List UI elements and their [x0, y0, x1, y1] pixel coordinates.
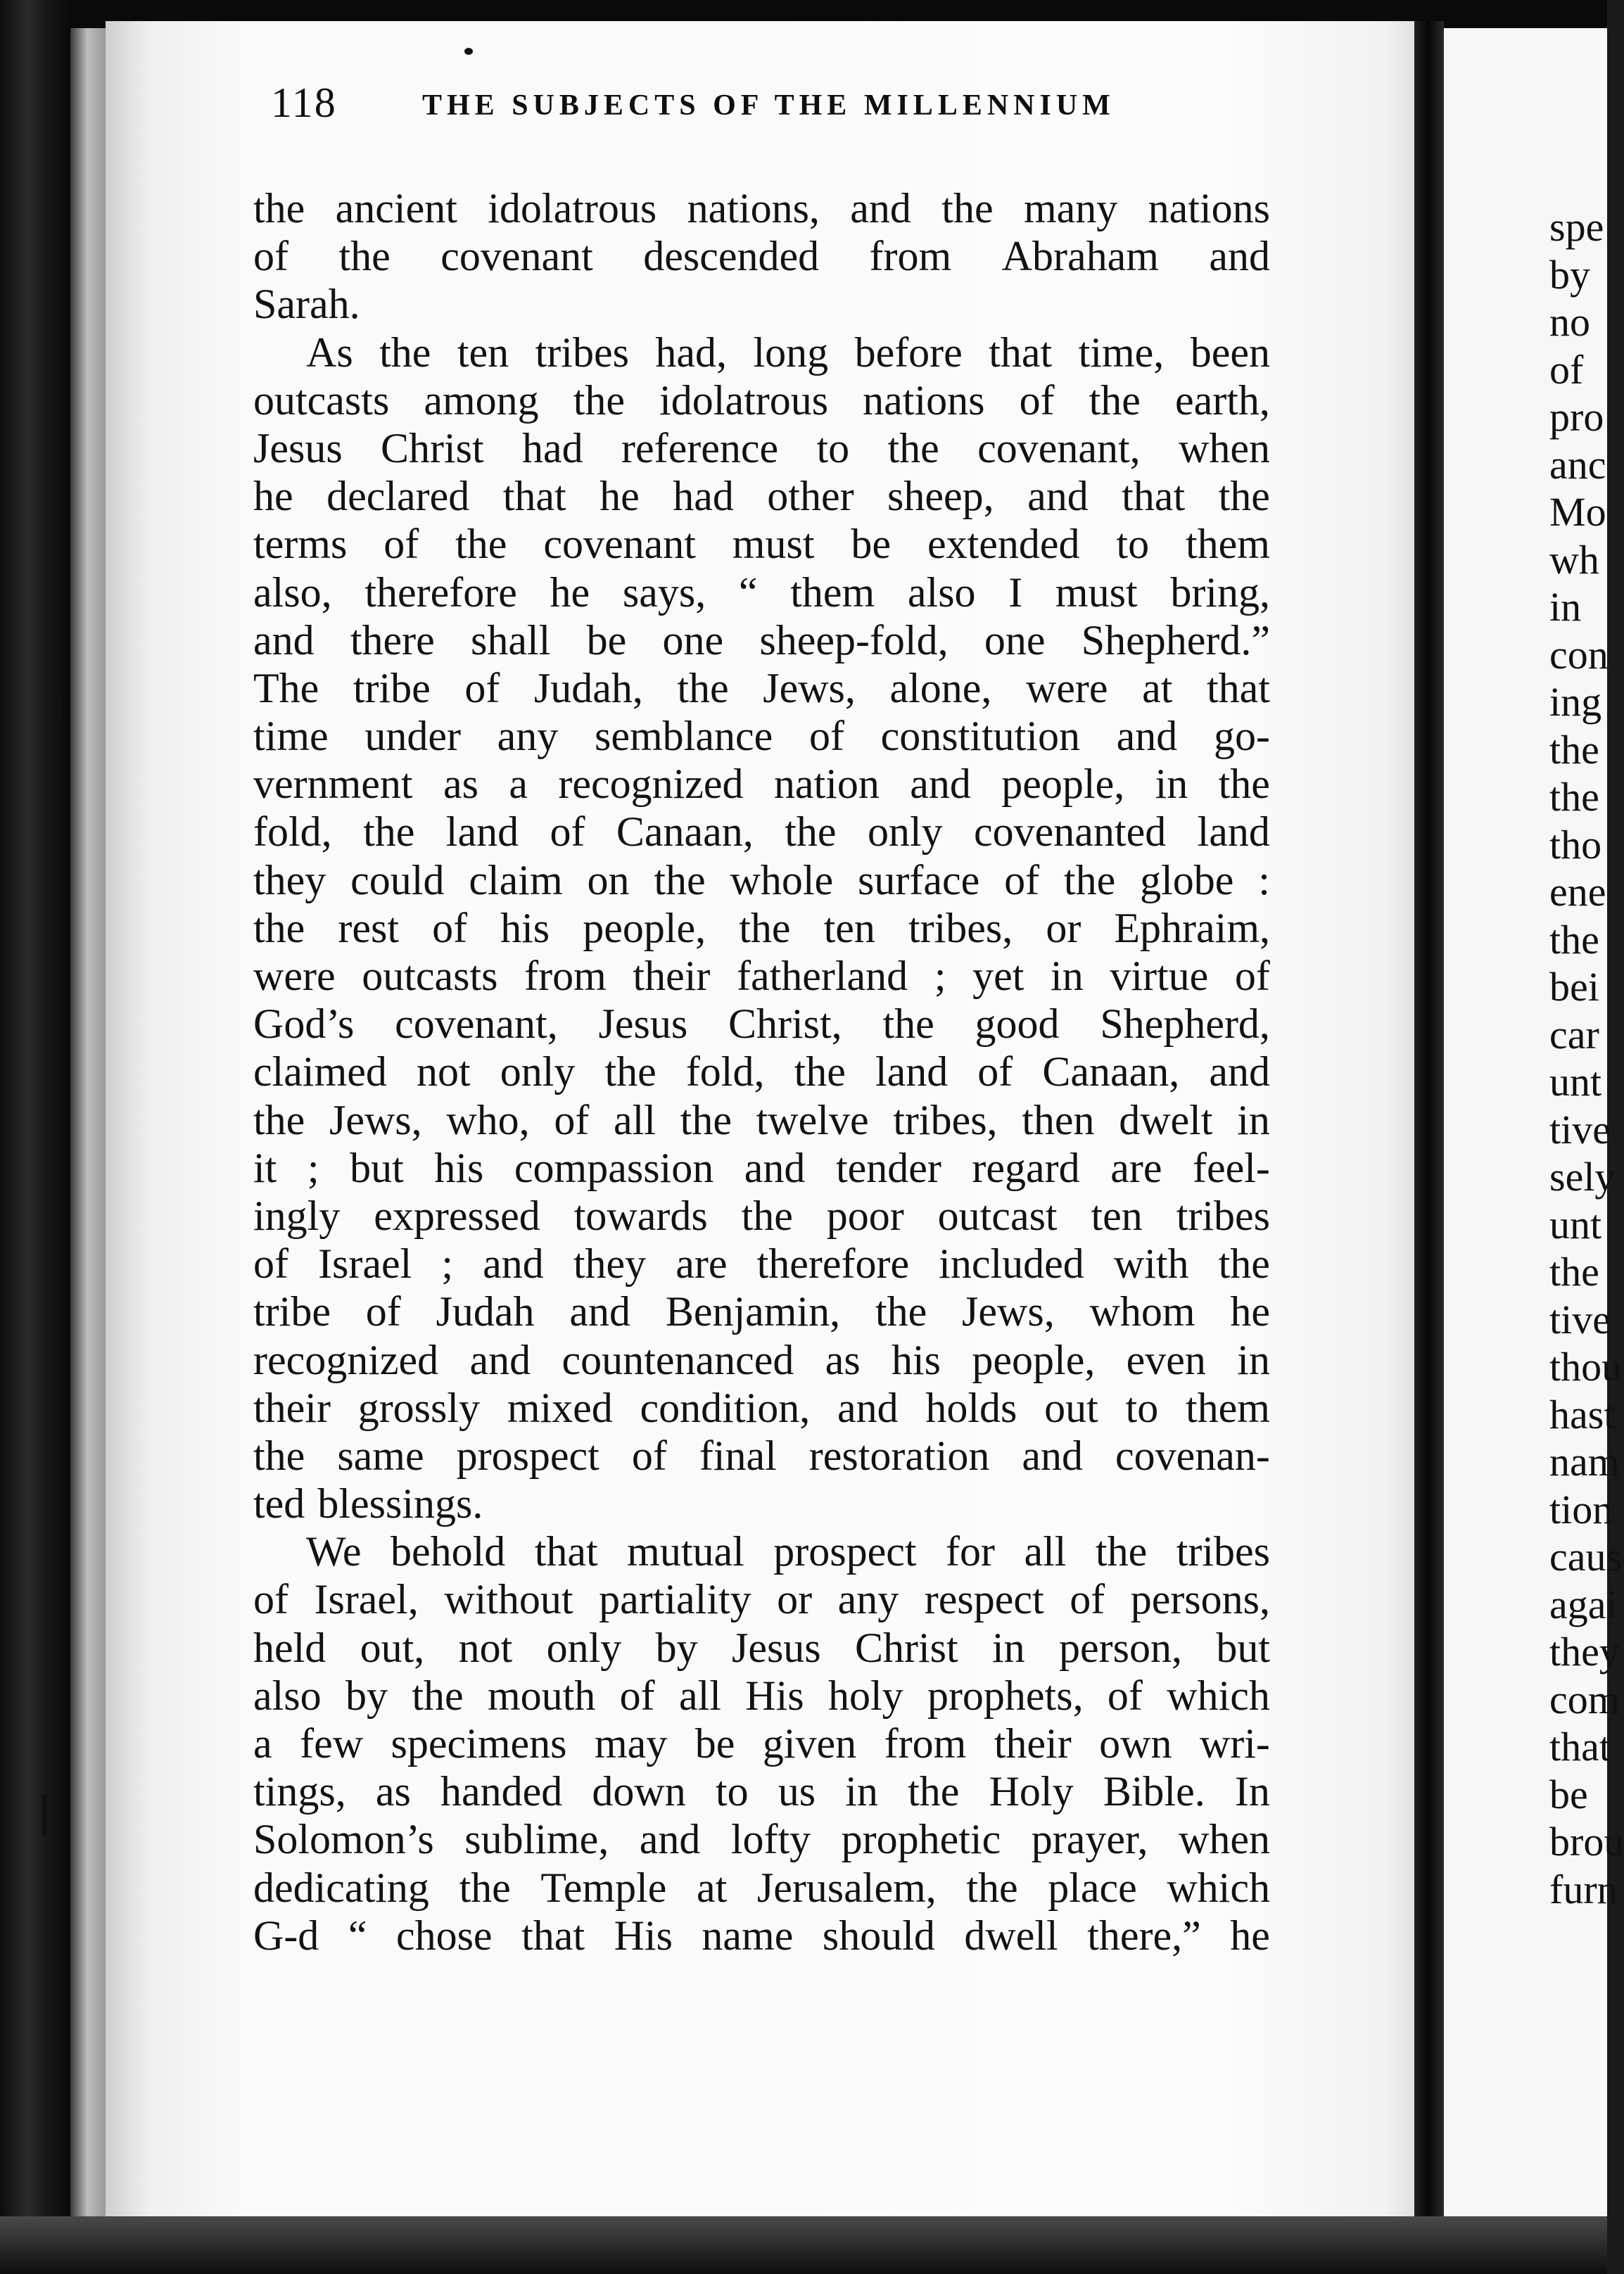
- text-line: they could claim on the whole surface of the globe :: [253, 856, 1270, 903]
- text-line: and there shall be one sheep-fold, one Shepherd.”: [253, 616, 1270, 663]
- page-header: [271, 79, 1186, 128]
- adjacent-page-fragment: car: [1549, 1011, 1599, 1057]
- adjacent-page-fragment: ing: [1549, 679, 1602, 725]
- adjacent-page-fragment: caus: [1549, 1534, 1623, 1580]
- adjacent-page-fragment: no: [1549, 299, 1590, 345]
- adjacent-page-fragment: by: [1549, 251, 1590, 298]
- text-line: ted blessings.: [253, 1480, 483, 1527]
- text-line: a few specimens may be given from their own wri-: [253, 1720, 1270, 1767]
- adjacent-page-fragment: bei: [1549, 964, 1599, 1010]
- text-line: The tribe of Judah, the Jews, alone, were at that: [253, 664, 1270, 711]
- text-line: ingly expressed towards the poor outcast ten tribes: [253, 1192, 1270, 1239]
- adjacent-page-fragment: tho: [1549, 821, 1602, 868]
- text-line: of Israel ; and they are therefore included with the: [253, 1240, 1270, 1288]
- text-line: terms of the covenant must be extended to them: [253, 521, 1270, 568]
- adjacent-page-fragment: the: [1549, 726, 1599, 773]
- adjacent-page-fragment: pro: [1549, 394, 1604, 440]
- adjacent-page-fragment: brou: [1549, 1819, 1624, 1865]
- running-title: THE SUBJECTS OF THE MILLENNIUM: [422, 89, 1115, 122]
- text-line: also, therefore he says, “ them also I must bring,: [253, 568, 1270, 616]
- adjacent-page-fragment: furn: [1549, 1866, 1618, 1912]
- text-line: God’s covenant, Jesus Christ, the good Shepherd,: [253, 1001, 1270, 1048]
- adjacent-page-fragment: spe: [1549, 204, 1604, 250]
- adjacent-page-fragment: com: [1549, 1676, 1620, 1722]
- text-line: dedicating the Temple at Jerusalem, the place which: [253, 1864, 1270, 1911]
- text-line: were outcasts from their fatherland ; yet in virtue of: [253, 953, 1270, 999]
- adjacent-page-fragment: ene: [1549, 869, 1606, 915]
- text-line: Sarah.: [253, 281, 360, 328]
- adjacent-page-fragment: sely: [1549, 1154, 1616, 1200]
- text-line: vernment as a recognized nation and people, in the: [253, 761, 1270, 808]
- text-line: recognized and countenanced as his people, even in: [253, 1336, 1270, 1383]
- adjacent-page-fragment: con: [1549, 631, 1609, 678]
- adjacent-page-fragment: hast: [1549, 1391, 1616, 1437]
- text-line: As the ten tribes had, long before that time, been: [306, 329, 1270, 376]
- adjacent-page-fragment: that: [1549, 1724, 1611, 1770]
- text-line: Solomon’s sublime, and lofty prophetic prayer, when: [253, 1816, 1270, 1863]
- adjacent-page-fragment: of: [1549, 346, 1584, 393]
- bottom-shadow: [0, 2216, 1607, 2274]
- text-line: of the covenant descended from Abraham and: [253, 233, 1270, 280]
- text-line: held out, not only by Jesus Christ in person, but: [253, 1624, 1270, 1671]
- book-gutter: [1414, 21, 1444, 2273]
- text-line: G-d “ chose that His name should dwell there,” he: [253, 1912, 1270, 1959]
- adjacent-page-fragment: be: [1549, 1771, 1588, 1817]
- adjacent-page-fragment: unt: [1549, 1201, 1602, 1247]
- text-line: outcasts among the idolatrous nations of the earth,: [253, 376, 1270, 424]
- text-line: of Israel, without partiality or any respect of persons,: [253, 1576, 1270, 1623]
- text-line: claimed not only the fold, the land of Canaan, and: [253, 1048, 1270, 1095]
- text-line: time under any semblance of constitution and go-: [253, 713, 1270, 760]
- adjacent-page: [1444, 28, 1624, 2230]
- scan-speck: [42, 1794, 47, 1836]
- text-line: the ancient idolatrous nations, and the many nations: [253, 185, 1270, 231]
- text-line: fold, the land of Canaan, the only covenanted land: [253, 808, 1270, 856]
- text-line: he declared that he had other sheep, and that the: [253, 473, 1270, 520]
- adjacent-page-fragment: tion: [1549, 1486, 1613, 1532]
- adjacent-page-fragment: the: [1549, 774, 1599, 820]
- text-line: the rest of his people, the ten tribes, or Ephraim,: [253, 904, 1270, 951]
- adjacent-page-fragment: the: [1549, 916, 1599, 963]
- adjacent-page-fragment: tive: [1549, 1106, 1611, 1152]
- page-number: 118: [271, 80, 337, 126]
- text-line: the same prospect of final restoration and covenan-: [253, 1432, 1270, 1479]
- adjacent-page-fragment: unt: [1549, 1059, 1602, 1105]
- adjacent-page-fragment: they: [1549, 1629, 1620, 1675]
- adjacent-page-fragment: nam: [1549, 1439, 1620, 1485]
- text-line: their grossly mixed condition, and holds out to them: [253, 1384, 1270, 1431]
- scan-speck: [464, 48, 473, 55]
- adjacent-page-fragment: thou: [1549, 1344, 1623, 1390]
- text-line: the Jews, who, of all the twelve tribes, then dwelt in: [253, 1096, 1270, 1143]
- adjacent-page-fragment: anc: [1549, 441, 1606, 488]
- adjacent-page-fragment: the: [1549, 1249, 1599, 1295]
- body-text: [253, 184, 1270, 1959]
- text-line: We behold that mutual prospect for all the tribes: [306, 1528, 1270, 1575]
- text-line: Jesus Christ had reference to the covenant, when: [253, 424, 1270, 471]
- adjacent-page-fragment: Mo: [1549, 489, 1606, 535]
- text-line: tings, as handed down to us in the Holy Bible. In: [253, 1768, 1270, 1815]
- text-line: tribe of Judah and Benjamin, the Jews, whom he: [253, 1288, 1270, 1335]
- adjacent-page-fragment: tive: [1549, 1296, 1611, 1342]
- adjacent-page-fragment: in: [1549, 584, 1582, 630]
- adjacent-page-fragment: wh: [1549, 536, 1599, 583]
- text-line: also by the mouth of all His holy prophets, of which: [253, 1672, 1270, 1719]
- scan-speck: [56, 693, 62, 720]
- text-line: it ; but his compassion and tender regard are feel-: [253, 1144, 1270, 1191]
- adjacent-page-fragment: agai: [1549, 1581, 1618, 1627]
